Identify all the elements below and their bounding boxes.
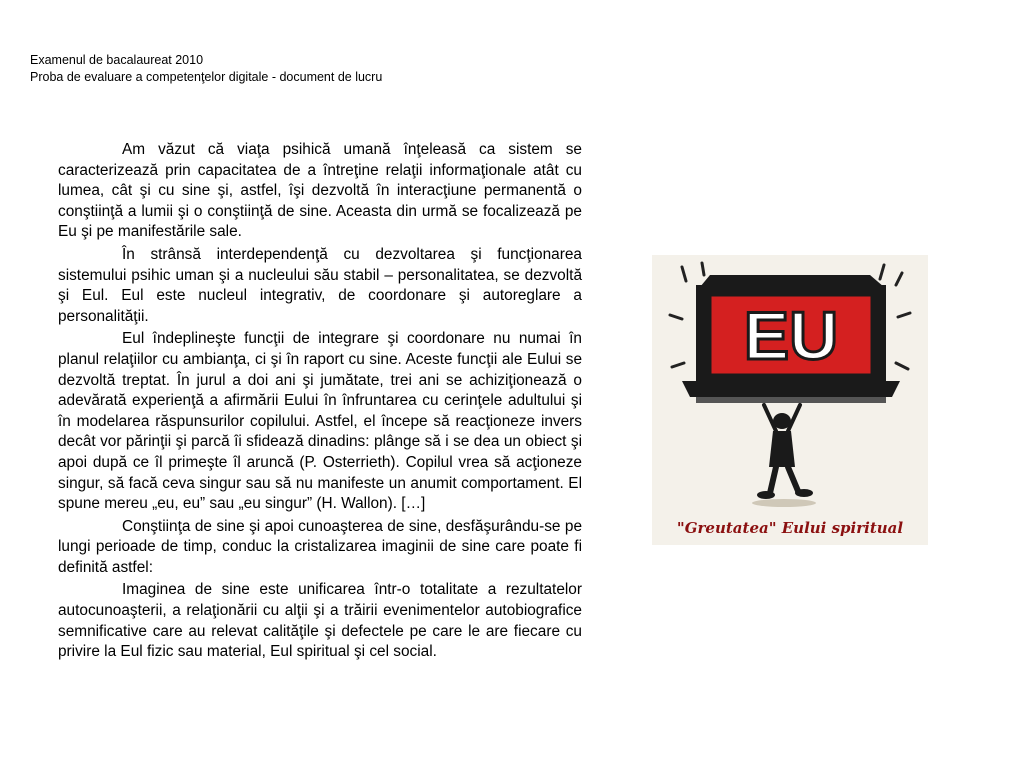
cartoon-drawing: [652, 255, 928, 545]
paragraph-3: Eul îndeplineşte funcţii de integrare şi coordonare nu numai în planul relaţiilor cu ambianţa, ci şi în raport cu sine. Aceste funcţii ale Eului se dezvoltă treptat. În jurul a doi ani şi jumătate, trei ani se achiziţionează o adevărată experienţă a afirmării Eului în înfruntarea cu cerinţele adultului şi în modelarea răspunsurilor copilului. Astfel, el începe să reacţioneze invers decât vor părinţii şi parcă îi sfidează dinadins: plânge să i se dea un obiect şi apoi după ce îl primeşte îl aruncă (P. Osterrieth). Copilul vrea să acţioneze singur, să facă ceva singur sau să nu manifeste un anumit comportament. El spune mereu „eu, eu” sau „eu singur” (H. Wallon). […]: [58, 330, 582, 513]
paragraph-4: Conştiinţa de sine şi apoi cunoaşterea de sine, desfăşurându-se pe lungi perioade de timp, conduc la cristalizarea imaginii de sine care poate fi definită astfel:: [58, 517, 582, 576]
paragraph-1: Am văzut că viaţa psihică umană înţeleasă ca sistem se caracterizează prin capacitatea de a întreţine relaţii informaţionale atât cu lumea, cât şi cu sine şi, astfel, îşi dezvoltă în interacţiune permanentă o conştiinţă a lumii şi o conştiinţă de sine. Aceasta din urmă se focalizează pe Eu şi pe manifestările sale.: [58, 141, 582, 241]
paragraph-5: Imaginea de sine este unificarea într-o totalitate a rezultatelor autocunoaşterii, a relaţionării cu alţii şi a trăirii evenimentelor autobiografice semnificative care au relevat calităţile şi defectele pe care le are fiecare cu privire la Eul fizic sau material, Eul spiritual şi cel social.: [58, 581, 582, 661]
article-body: [58, 140, 582, 665]
header-line-subtitle: Proba de evaluare a competenţelor digitale - document de lucru: [30, 70, 383, 84]
box-eu-label: EU: [743, 298, 839, 374]
paragraph-2: În strânsă interdependenţă cu dezvoltarea şi funcţionarea sistemului psihic uman şi a nucleului său stabil – personalitatea, se dezvoltă şi Eul. Eul este nucleul integrativ, de coordonare şi autoreglare a personalităţii.: [58, 245, 582, 325]
header-line-exam: Examenul de bacalaureat 2010: [30, 53, 204, 67]
document-header: [30, 52, 382, 86]
cartoon-caption: "Greutatea" Eului spiritual: [676, 519, 904, 537]
cartoon-illustration: [652, 255, 928, 545]
